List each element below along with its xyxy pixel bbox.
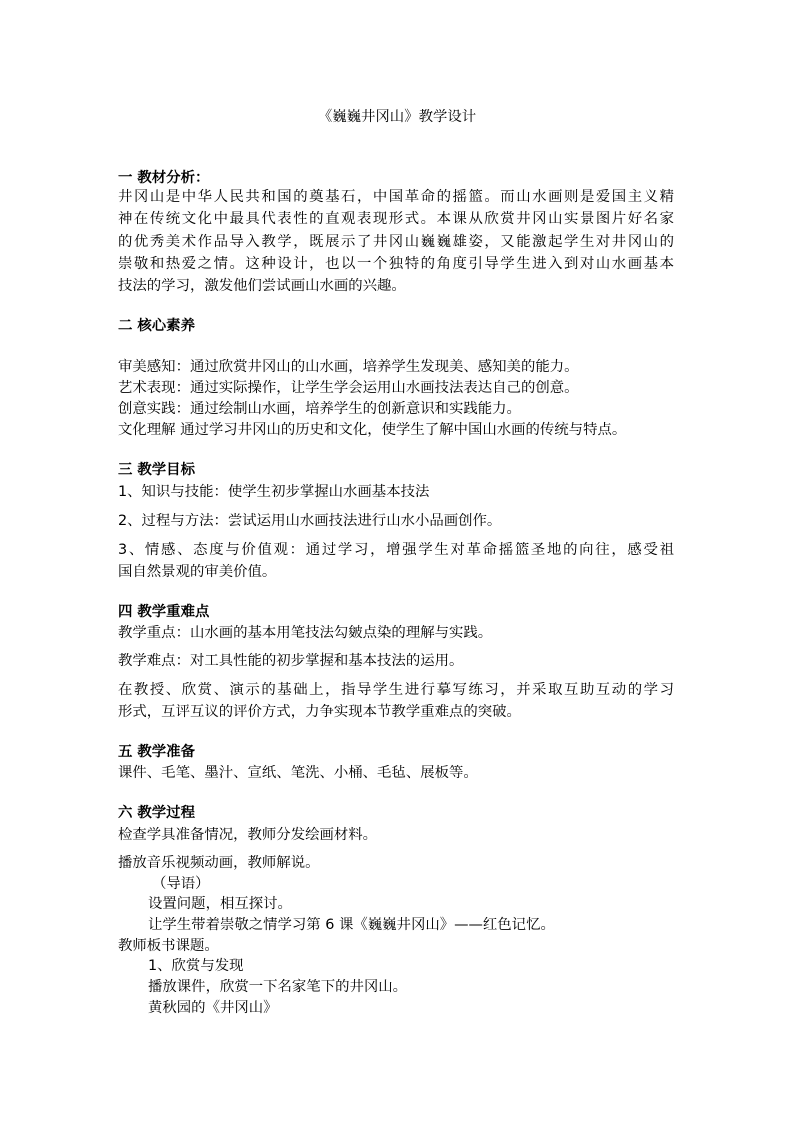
list-line: 文化理解 通过学习井冈山的历史和文化，使学生了解中国山水画的传统与特点。: [118, 422, 627, 438]
process-line: 黄秋园的《井冈山》: [148, 1000, 278, 1016]
list-line: 国自然景观的审美价值。: [118, 564, 277, 580]
section-heading-preparation: 五 教学准备: [118, 744, 195, 760]
process-line: 1、欣赏与发现: [148, 958, 244, 974]
list-line: 教学重点：山水画的基本用笔技法勾皴点染的理解与实践。: [118, 625, 493, 641]
paragraph-line: 的优秀美术作品导入教学，既展示了井冈山巍巍雄姿，又能激起学生对井冈山的: [118, 234, 674, 250]
paragraph-line: 技法的学习，激发他们尝试画山水画的兴趣。: [118, 278, 406, 294]
list-line: 艺术表现：通过实际操作，让学生学会运用山水画技法表达自己的创意。: [118, 380, 579, 396]
list-line: 审美感知：通过欣赏井冈山的山水画，培养学生发现美、感知美的能力。: [118, 359, 579, 375]
process-line: （导语）: [152, 876, 210, 892]
list-line: 2、过程与方法：尝试运用山水画技法进行山水小品画创作。: [118, 513, 502, 529]
paragraph-line: 在教授、欣赏、演示的基础上，指导学生进行摹写练习，并采取互助互动的学习: [118, 682, 674, 698]
process-line: 检查学具准备情况，教师分发绘画材料。: [118, 827, 378, 843]
process-line: 播放音乐视频动画，教师解说。: [118, 855, 320, 871]
paragraph-line: 井冈山是中华人民共和国的奠基石，中国革命的摇篮。而山水画则是爱国主义精: [118, 189, 674, 205]
document-title: 《巍巍井冈山》教学设计: [317, 109, 477, 125]
section-heading-teaching-goals: 三 教学目标: [118, 462, 195, 478]
list-line: 1、知识与技能：使学生初步掌握山水画基本技法: [118, 484, 430, 500]
list-line: 创意实践：通过绘制山水画，培养学生的创新意识和实践能力。: [118, 401, 521, 417]
process-line: 设置问题，相互探讨。: [148, 896, 292, 912]
process-line: 教师板书课题。: [118, 938, 219, 954]
section-heading-core-literacy: 二 核心素养: [118, 318, 195, 334]
process-line: 让学生带着崇敬之情学习第 6 课《巍巍井冈山》——红色记忆。: [148, 917, 555, 933]
paragraph-line: 崇敬和热爱之情。这种设计，也以一个独特的角度引导学生进入到对山水画基本: [118, 256, 674, 272]
section-heading-key-points: 四 教学重难点: [118, 604, 210, 620]
list-line: 3、情感、态度与价值观：通过学习，增强学生对革命摇篮圣地的向往，感受祖: [118, 542, 674, 558]
paragraph-line: 形式，互评互议的评价方式，力争实现本节教学重难点的突破。: [118, 704, 521, 720]
paragraph-line: 课件、毛笔、墨汁、宣纸、笔洗、小桶、毛毡、展板等。: [118, 765, 478, 781]
process-line: 播放课件，欣赏一下名家笔下的井冈山。: [148, 979, 408, 995]
paragraph-line: 神在传统文化中最具代表性的直观表现形式。本课从欣赏井冈山实景图片好名家: [118, 211, 674, 227]
section-heading-material-analysis: 一 教材分析：: [118, 170, 210, 186]
section-heading-teaching-process: 六 教学过程: [118, 805, 195, 821]
list-line: 教学难点：对工具性能的初步掌握和基本技法的运用。: [118, 653, 464, 669]
